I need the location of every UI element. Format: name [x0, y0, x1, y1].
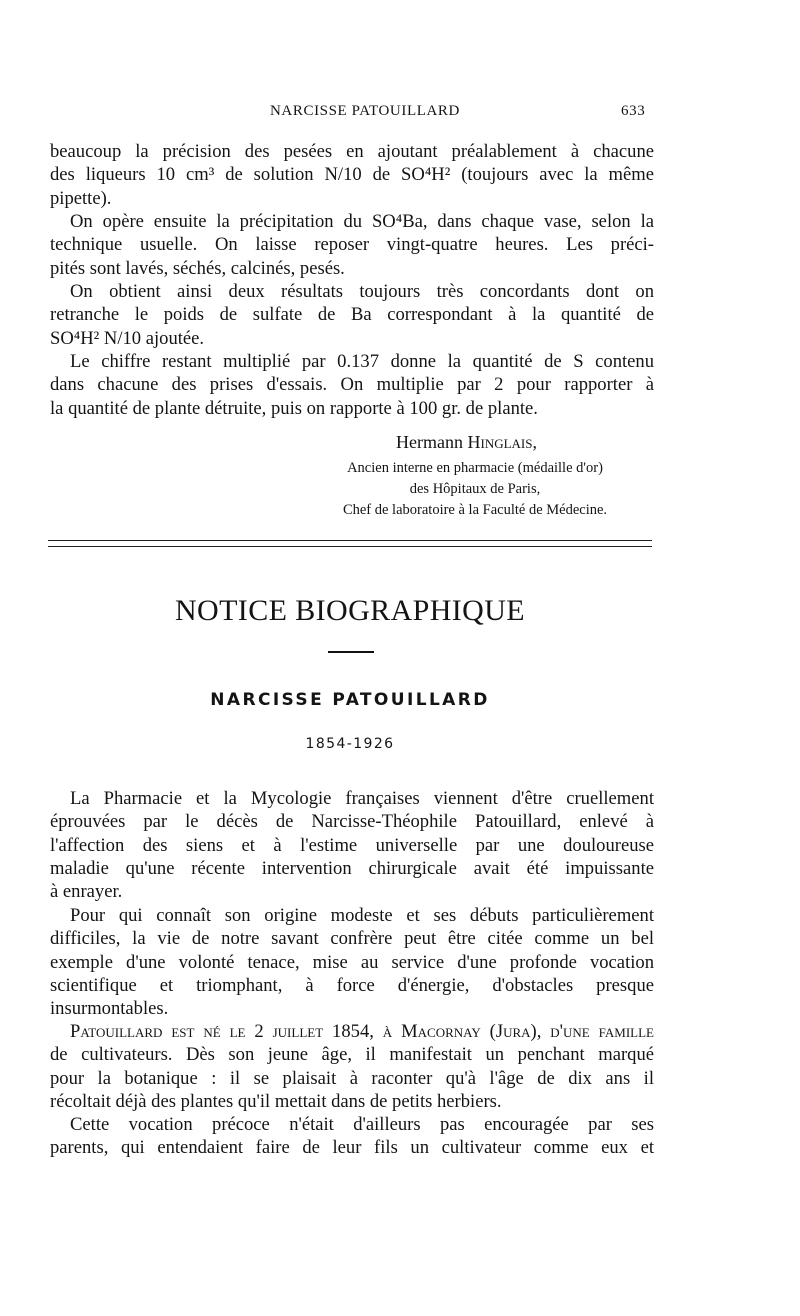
section-subtitle: NARCISSE PATOUILLARD [210, 690, 490, 710]
text-line: éprouvées par le décès de Narcisse-Théophile Patouillard, enlevé à [50, 811, 654, 833]
section-title: NOTICE BIOGRAPHIQUE [174, 594, 526, 627]
signature-affiliation-1: Ancien interne en pharmacie (médaille d'or) [347, 460, 603, 476]
signature-last-name: Hinglais, [467, 432, 537, 452]
life-dates: 1854-1926 [305, 736, 395, 752]
paragraph-7 [50, 1020, 654, 1113]
separator-rule-top [48, 540, 652, 541]
text-line: Cette vocation précoce n'était d'ailleurs pas encouragée par ses [70, 1114, 654, 1135]
text-line: Pour qui connaît son origine modeste et ses débuts particulièrement [70, 905, 654, 926]
text-line: retranche le poids de sulfate de Ba correspondant à la quantité de [50, 304, 654, 326]
signature-affiliation-2: des Hôpitaux de Paris, [409, 481, 541, 497]
text-line: SO⁴H² N/10 ajoutée. [50, 327, 205, 349]
text-line: pour la botanique : il se plaisait à raconter qu'à l'âge de dix ans il [50, 1067, 654, 1089]
separator-rule-bottom [48, 546, 652, 547]
paragraph-2 [50, 210, 654, 280]
text-line: la quantité de plante détruite, puis on rapporte à 100 gr. de plante. [50, 397, 538, 419]
text-line: l'affection des siens et à l'estime universelle par une douloureuse [50, 834, 654, 856]
paragraph-1 [50, 140, 654, 210]
text-line: Le chiffre restant multiplié par 0.137 donne la quantité de S contenu [70, 351, 654, 372]
text-line: On opère ensuite la précipitation du SO⁴Ba, dans chaque vase, selon la [70, 211, 654, 232]
text-line: La Pharmacie et la Mycologie françaises viennent d'être cruellement [70, 788, 654, 809]
text-line: parents, qui entendaient faire de leur fils un cultivateur comme eux et [50, 1137, 654, 1159]
paragraph-8 [50, 1113, 654, 1160]
text-line: difficiles, la vie de notre savant confrère peut être citée comme un bel [50, 928, 654, 950]
paragraph-5 [50, 787, 654, 903]
paragraph-4 [50, 350, 654, 420]
text-line: de cultivateurs. Dès son jeune âge, il manifestait un penchant marqué [50, 1044, 654, 1066]
text-line: exemple d'une volonté tenace, mise au service d'une profonde vocation [50, 951, 654, 973]
page-number: 633 [621, 103, 646, 119]
text-line: technique usuelle. On laisse reposer vingt-quatre heures. Les préci- [50, 234, 654, 256]
text-line: scientifique et triomphant, à force d'énergie, d'obstacles presque [50, 974, 654, 996]
signature-first-name: Hermann [396, 432, 463, 452]
text-line: Patouillard est né le 2 juillet 1854, à Macornay (Jura), d'une famille [70, 1021, 654, 1042]
text-line: insurmontables. [50, 998, 169, 1020]
signature-name [396, 432, 616, 453]
text-line: beaucoup la précision des pesées en ajoutant préalablement à chacune [50, 141, 654, 162]
text-line: maladie qu'une récente intervention chirurgicale avait été impuissante [50, 857, 654, 879]
running-title: NARCISSE PATOUILLARD [270, 103, 460, 119]
text-line: des liqueurs 10 cm³ de solution N/10 de SO⁴H² (toujours avec la même [50, 164, 654, 186]
signature-affiliation-3: Chef de laboratoire à la Faculté de Médecine. [342, 502, 608, 518]
text-line: à enrayer. [50, 881, 123, 903]
page-header [0, 103, 800, 127]
paragraph-6 [50, 904, 654, 1020]
text-line: pités sont lavés, séchés, calcinés, pesés. [50, 257, 345, 279]
paragraph-3 [50, 280, 654, 350]
title-underline [328, 651, 374, 653]
text-line: dans chacune des prises d'essais. On multiplie par 2 pour rapporter à [50, 374, 654, 396]
text-line: On obtient ainsi deux résultats toujours très concordants dont on [70, 281, 654, 302]
text-line: pipette). [50, 187, 112, 209]
text-line: récoltait déjà des plantes qu'il mettait dans de petits herbiers. [50, 1090, 502, 1112]
